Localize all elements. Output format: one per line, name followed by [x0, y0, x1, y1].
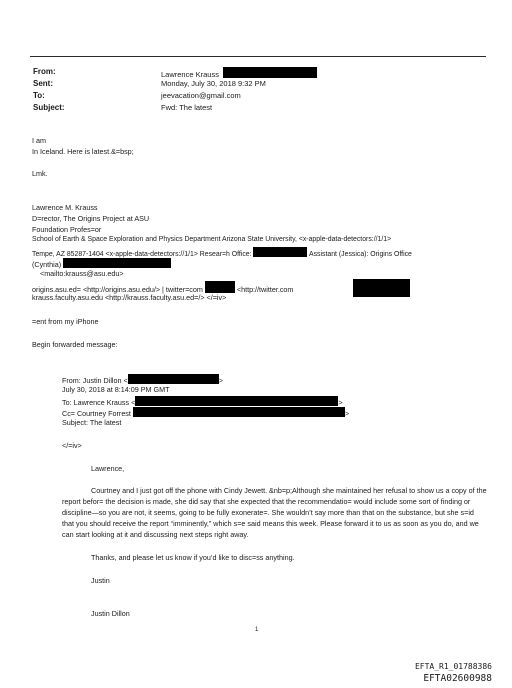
redaction-block [253, 247, 307, 257]
from-label: From: [33, 67, 56, 76]
fwd-cc [62, 407, 349, 418]
signature-web-part-1[interactable]: origins.asu.ed= <http://origins.asu.edu/> | twitter=com [32, 285, 203, 294]
signature-address-part-2: Assistant (Jessica): Origins Office [309, 251, 412, 258]
signature-cynthia [32, 258, 171, 269]
signature-mailto[interactable]: <mailto:krauss@asu.edu> [40, 269, 124, 278]
fwd-date: July 30, 2018 at 8:14:09 PM GMT [62, 385, 170, 394]
redaction-block [205, 281, 235, 293]
fwd-cc-label: Cc= Courtney Forrest [62, 409, 131, 418]
footer-id-1: EFTA_R1_01788386 [414, 662, 492, 671]
redaction-block [223, 67, 317, 78]
sent-value: Monday, July 30, 2018 9:32 PM [161, 79, 266, 88]
redaction-block [128, 374, 219, 384]
from-name: Lawrence Krauss [161, 70, 219, 79]
signature-name: Lawrence M. Krauss [32, 203, 98, 212]
to-value: jeevacation@gmail.com [161, 91, 241, 100]
signature-title-2: Foundation Profes=or [32, 225, 102, 234]
fwd-to [62, 396, 343, 407]
body-paragraph-1: Courtney and I just got off the phone with Cindy Jewett. &nb=p;Although she maintained her refusal to show us a copy of the report befor= the decision is made, she did say that she expected that the recommendatio= would include some sort of finding or discipline—so you are not, it seems, going to be fully exonerate=. She wouldn’t say more than that on the substance, but she s=id that you should receive the report “imminently,” which s=e said means this week. Please forward it to us as soon as you do, and we can start looking at it and discussing next steps right away. [62, 486, 487, 539]
signature-cynthia-label: (Cynthia) [32, 260, 62, 269]
intro-line-2: In Iceland. Here is latest.&=bsp; [32, 147, 134, 156]
header-divider [30, 56, 486, 57]
signature-title: D=rector, The Origins Project at ASU [32, 214, 150, 223]
signature-address-part-1: Tempe, AZ 85287-1404 <x-apple-data-detectors://1/1> Resear=h Office: [32, 251, 252, 258]
redaction-block [353, 279, 410, 297]
signature-department: School of Earth & Space Exploration and Physics Department Arizona State University, <x-apple-data-detectors://1/1> [32, 236, 392, 243]
subject-value: Fwd: The latest [161, 103, 213, 112]
body-paragraph-2: Thanks, and please let us know if you’d like to disc=ss anything. [91, 553, 295, 562]
intro-line-3: Lmk. [32, 169, 48, 178]
fwd-from-label: From: Justin Dillon < [62, 376, 128, 385]
redaction-block [133, 407, 345, 417]
fwd-cc-end: > [344, 409, 350, 418]
body-greeting: Lawrence, [91, 464, 125, 473]
subject-label: Subject: [33, 103, 65, 112]
fwd-to-label: To: Lawrence Krauss < [62, 398, 136, 407]
fwd-to-end: > [338, 398, 343, 407]
sent-label: Sent: [33, 79, 53, 88]
page-number: 1 [255, 627, 259, 633]
to-label: To: [33, 91, 45, 100]
signature-address [32, 247, 412, 258]
redaction-block [135, 396, 338, 406]
redaction-block [63, 258, 171, 268]
fwd-from-end: > [218, 376, 223, 385]
fwd-from [62, 374, 223, 385]
from-value [161, 67, 317, 79]
signature-web-part-2[interactable]: <http://twitter.com [236, 285, 294, 294]
intro-line-1: I am [32, 136, 46, 145]
fwd-div: </=iv> [62, 441, 82, 450]
footer-id-2: EFTA02600988 [423, 673, 492, 684]
begin-forwarded: Begin forwarded message: [32, 340, 118, 349]
sent-from-iphone: =ent from my iPhone [32, 317, 99, 326]
signature-faculty[interactable]: krauss.faculty.asu.edu <http://krauss.faculty.asu.ed=/> </=iv> [32, 293, 227, 302]
fwd-subject: Subject: The latest [62, 418, 122, 427]
body-closing: Justin [91, 576, 110, 585]
body-full-name: Justin Dillon [91, 609, 130, 618]
